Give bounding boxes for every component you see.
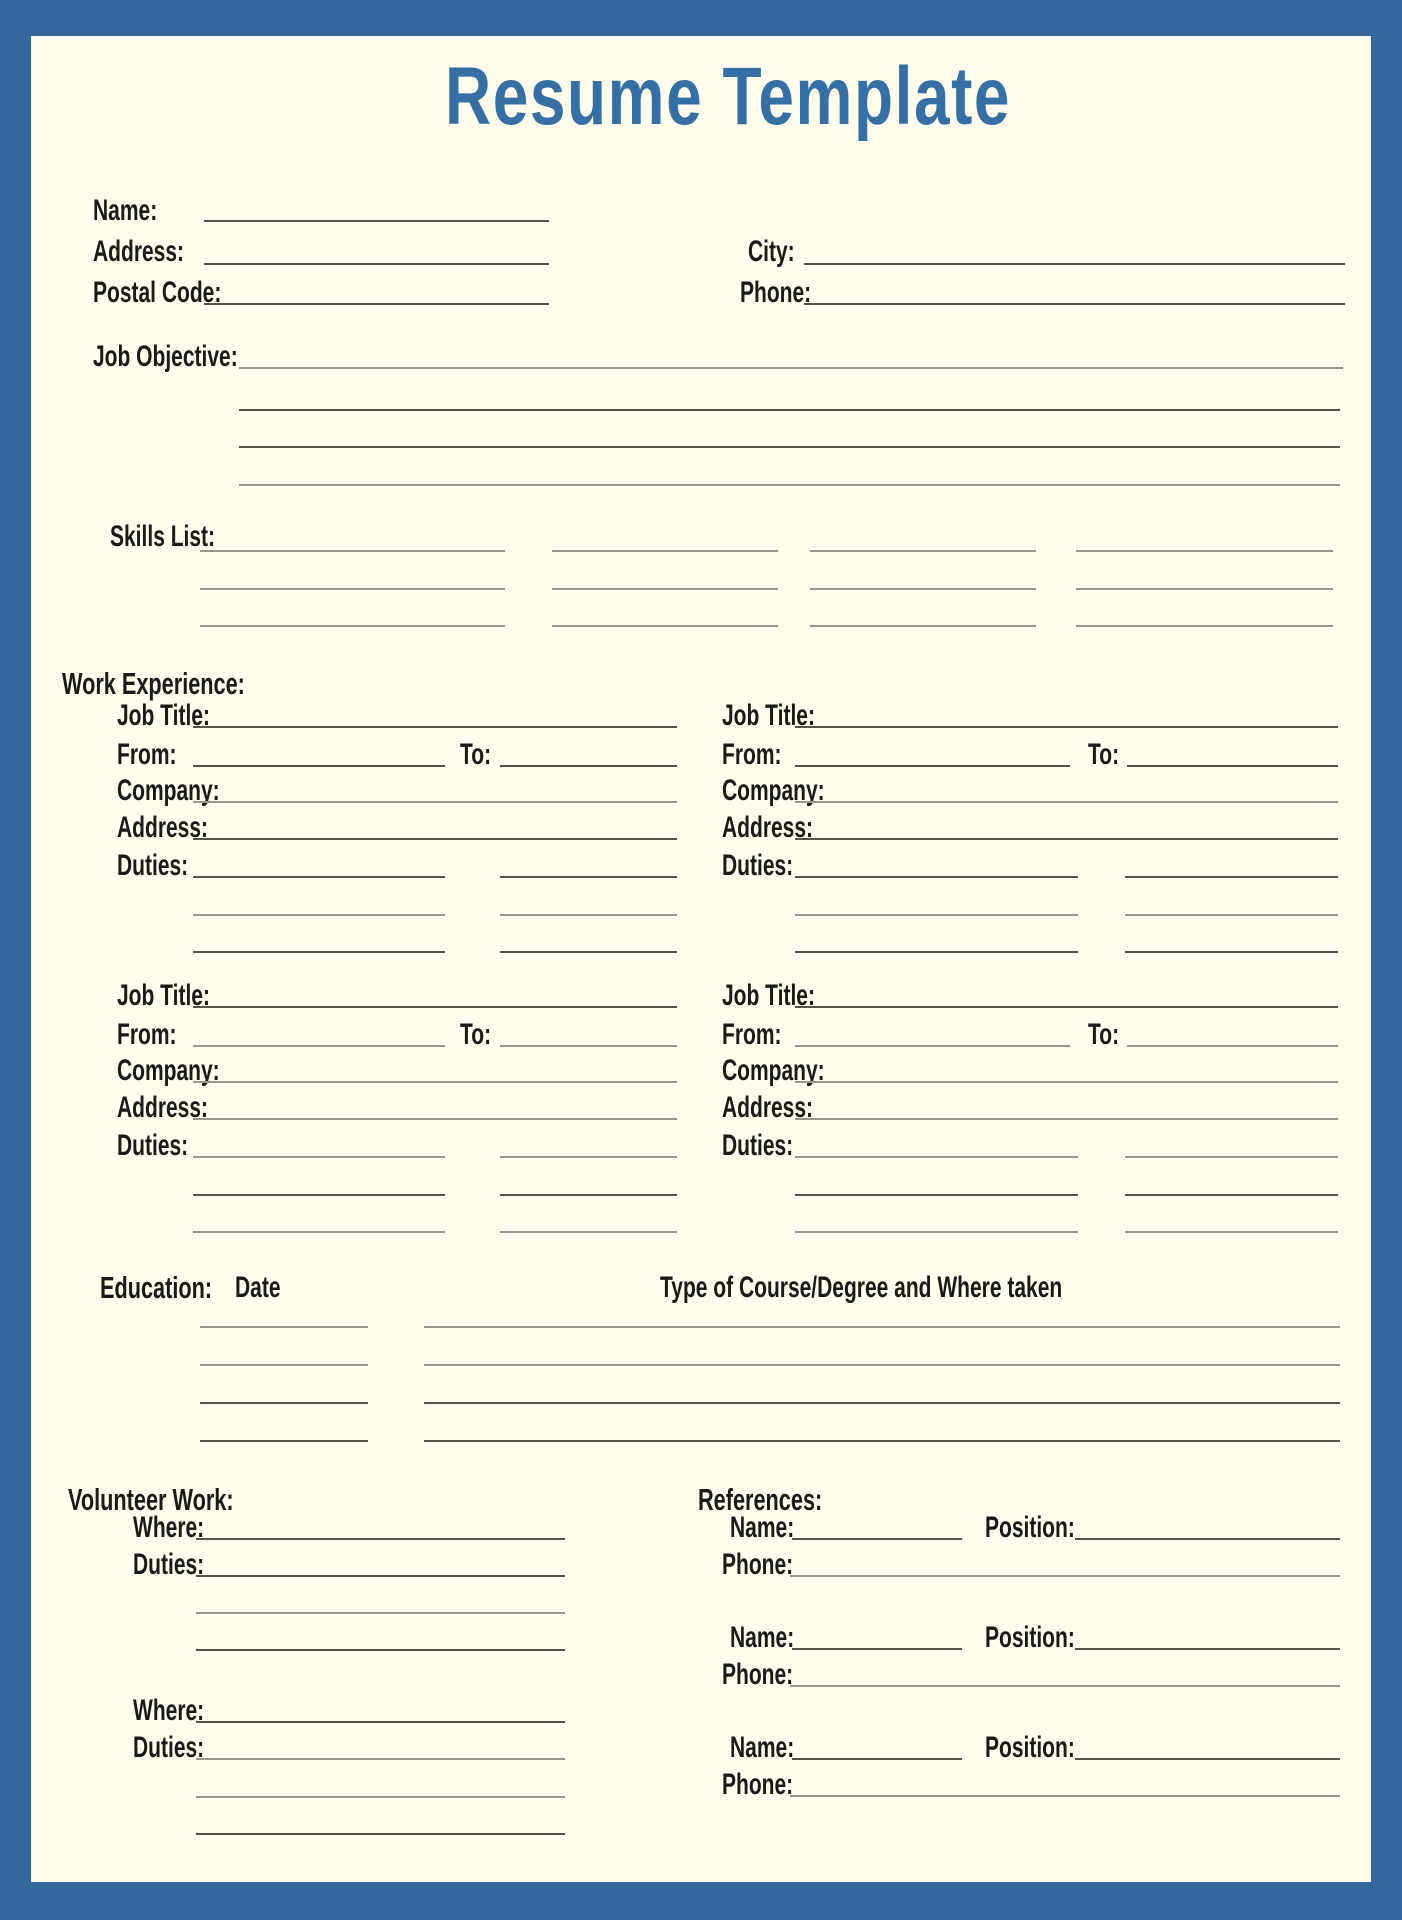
- name-label: Name:: [730, 1511, 795, 1544]
- duties-line[interactable]: [795, 1194, 1078, 1196]
- references-label: References:: [698, 1482, 823, 1517]
- name-label: Name:: [730, 1731, 795, 1764]
- job-objective-line[interactable]: [239, 367, 1343, 369]
- company-label: Company:: [117, 774, 220, 807]
- postal-code-field-line[interactable]: [204, 303, 549, 305]
- position-label: Position:: [985, 1511, 1075, 1544]
- skill-line[interactable]: [810, 550, 1036, 552]
- to-label: To:: [1088, 1018, 1120, 1051]
- skill-line[interactable]: [1076, 588, 1333, 590]
- education-course-line[interactable]: [424, 1402, 1340, 1404]
- city-field-line[interactable]: [804, 263, 1345, 265]
- duties-line[interactable]: [795, 1156, 1078, 1158]
- from-label: From:: [722, 738, 782, 771]
- skills-list-label: Skills List:: [110, 520, 216, 553]
- company-line[interactable]: [193, 1081, 677, 1083]
- work-experience-label: Work Experience:: [62, 666, 245, 701]
- education-course-line[interactable]: [424, 1326, 1340, 1328]
- to-label: To:: [460, 1018, 492, 1051]
- duties-label: Duties:: [722, 849, 794, 882]
- job-title-line[interactable]: [795, 1006, 1338, 1008]
- reference-name-line[interactable]: [792, 1758, 962, 1760]
- duties-line[interactable]: [795, 951, 1078, 953]
- duties-line[interactable]: [795, 1231, 1078, 1233]
- phone-label: Phone:: [722, 1768, 794, 1801]
- education-date-line[interactable]: [200, 1364, 368, 1366]
- from-line[interactable]: [193, 1045, 445, 1047]
- duties-line[interactable]: [193, 951, 445, 953]
- education-course-line[interactable]: [424, 1364, 1340, 1366]
- duties-line[interactable]: [196, 1575, 565, 1577]
- duties-line[interactable]: [193, 1156, 445, 1158]
- duties-line[interactable]: [196, 1796, 565, 1798]
- duties-line[interactable]: [1125, 1194, 1338, 1196]
- duties-line[interactable]: [795, 914, 1078, 916]
- duties-line[interactable]: [1125, 876, 1338, 878]
- address-line[interactable]: [795, 1118, 1338, 1120]
- job-objective-line[interactable]: [239, 484, 1340, 486]
- job-title-label: Job Title:: [722, 979, 815, 1012]
- education-date-line[interactable]: [200, 1326, 368, 1328]
- address-label: Address:: [722, 811, 814, 844]
- duties-line[interactable]: [193, 876, 445, 878]
- city-label: City:: [748, 235, 795, 268]
- reference-phone-line[interactable]: [790, 1795, 1340, 1797]
- duties-line[interactable]: [1125, 1231, 1338, 1233]
- duties-line[interactable]: [500, 1194, 677, 1196]
- name-field-line[interactable]: [204, 220, 549, 222]
- reference-position-line[interactable]: [1075, 1758, 1340, 1760]
- company-label: Company:: [722, 774, 825, 807]
- job-objective-line[interactable]: [239, 409, 1340, 411]
- job-objective-label: Job Objective:: [93, 340, 238, 373]
- reference-position-line[interactable]: [1075, 1648, 1340, 1650]
- phone-label: Phone:: [740, 276, 812, 309]
- education-course-header: Type of Course/Degree and Where taken: [660, 1271, 1063, 1304]
- duties-line[interactable]: [500, 951, 677, 953]
- duties-line[interactable]: [1125, 914, 1338, 916]
- where-line[interactable]: [196, 1538, 565, 1540]
- job-title-line[interactable]: [193, 726, 677, 728]
- job-title-line[interactable]: [795, 726, 1338, 728]
- job-title-label: Job Title:: [117, 979, 210, 1012]
- company-label: Company:: [722, 1054, 825, 1087]
- duties-label: Duties:: [133, 1548, 205, 1581]
- education-course-line[interactable]: [424, 1440, 1340, 1442]
- volunteer-work-label: Volunteer Work:: [68, 1482, 234, 1517]
- skill-line[interactable]: [200, 550, 505, 552]
- phone-label: Phone:: [722, 1658, 794, 1691]
- from-line[interactable]: [795, 1045, 1070, 1047]
- job-title-line[interactable]: [193, 1006, 677, 1008]
- position-label: Position:: [985, 1621, 1075, 1654]
- address-line[interactable]: [193, 838, 677, 840]
- address-label: Address:: [117, 1091, 209, 1124]
- skill-line[interactable]: [1076, 625, 1333, 627]
- duties-line[interactable]: [795, 876, 1078, 878]
- skill-line[interactable]: [200, 625, 505, 627]
- to-label: To:: [460, 738, 492, 771]
- duties-line[interactable]: [500, 876, 677, 878]
- skill-line[interactable]: [552, 588, 778, 590]
- education-date-header: Date: [235, 1271, 281, 1304]
- to-line[interactable]: [1127, 1045, 1338, 1047]
- job-title-label: Job Title:: [722, 699, 815, 732]
- duties-line[interactable]: [193, 1231, 445, 1233]
- reference-name-line[interactable]: [792, 1538, 962, 1540]
- job-objective-line[interactable]: [239, 446, 1340, 448]
- to-line[interactable]: [500, 765, 677, 767]
- from-label: From:: [117, 738, 177, 771]
- duties-label: Duties:: [117, 849, 189, 882]
- address-field-line[interactable]: [204, 263, 549, 265]
- reference-phone-line[interactable]: [790, 1575, 1340, 1577]
- company-line[interactable]: [795, 1081, 1338, 1083]
- skill-line[interactable]: [810, 625, 1036, 627]
- where-label: Where:: [133, 1694, 205, 1727]
- duties-line[interactable]: [196, 1649, 565, 1651]
- skill-line[interactable]: [552, 625, 778, 627]
- resume-sheet: [31, 36, 1371, 1882]
- address-line[interactable]: [193, 1118, 677, 1120]
- duties-line[interactable]: [1125, 1156, 1338, 1158]
- duties-line[interactable]: [196, 1612, 565, 1614]
- from-label: From:: [722, 1018, 782, 1051]
- from-label: From:: [117, 1018, 177, 1051]
- duties-line[interactable]: [193, 914, 445, 916]
- reference-position-line[interactable]: [1075, 1538, 1340, 1540]
- to-line[interactable]: [1127, 765, 1338, 767]
- from-line[interactable]: [193, 765, 445, 767]
- duties-line[interactable]: [500, 1231, 677, 1233]
- address-line[interactable]: [795, 838, 1338, 840]
- skill-line[interactable]: [200, 588, 505, 590]
- to-label: To:: [1088, 738, 1120, 771]
- from-line[interactable]: [795, 765, 1070, 767]
- duties-line[interactable]: [1125, 951, 1338, 953]
- skill-line[interactable]: [1076, 550, 1333, 552]
- education-date-line[interactable]: [200, 1402, 368, 1404]
- duties-label: Duties:: [117, 1129, 189, 1162]
- duties-label: Duties:: [133, 1731, 205, 1764]
- reference-phone-line[interactable]: [790, 1685, 1340, 1687]
- address-label: Address:: [93, 235, 185, 268]
- duties-line[interactable]: [500, 1156, 677, 1158]
- duties-line[interactable]: [196, 1833, 565, 1835]
- position-label: Position:: [985, 1731, 1075, 1764]
- where-line[interactable]: [196, 1721, 565, 1723]
- duties-line[interactable]: [193, 1194, 445, 1196]
- company-line[interactable]: [193, 801, 677, 803]
- address-label: Address:: [117, 811, 209, 844]
- duties-line[interactable]: [196, 1758, 565, 1760]
- education-date-line[interactable]: [200, 1440, 368, 1442]
- postal-code-label: Postal Code:: [93, 276, 222, 309]
- education-label: Education:: [100, 1270, 213, 1305]
- duties-label: Duties:: [722, 1129, 794, 1162]
- phone-label: Phone:: [722, 1548, 794, 1581]
- company-label: Company:: [117, 1054, 220, 1087]
- address-label: Address:: [722, 1091, 814, 1124]
- where-label: Where:: [133, 1511, 205, 1544]
- reference-name-line[interactable]: [792, 1648, 962, 1650]
- duties-line[interactable]: [500, 914, 677, 916]
- name-label: Name:: [93, 194, 158, 227]
- company-line[interactable]: [795, 801, 1338, 803]
- skill-line[interactable]: [810, 588, 1036, 590]
- phone-field-line[interactable]: [804, 303, 1345, 305]
- job-title-label: Job Title:: [117, 699, 210, 732]
- name-label: Name:: [730, 1621, 795, 1654]
- skill-line[interactable]: [552, 550, 778, 552]
- to-line[interactable]: [500, 1045, 677, 1047]
- page-title: Resume Template: [445, 51, 1012, 142]
